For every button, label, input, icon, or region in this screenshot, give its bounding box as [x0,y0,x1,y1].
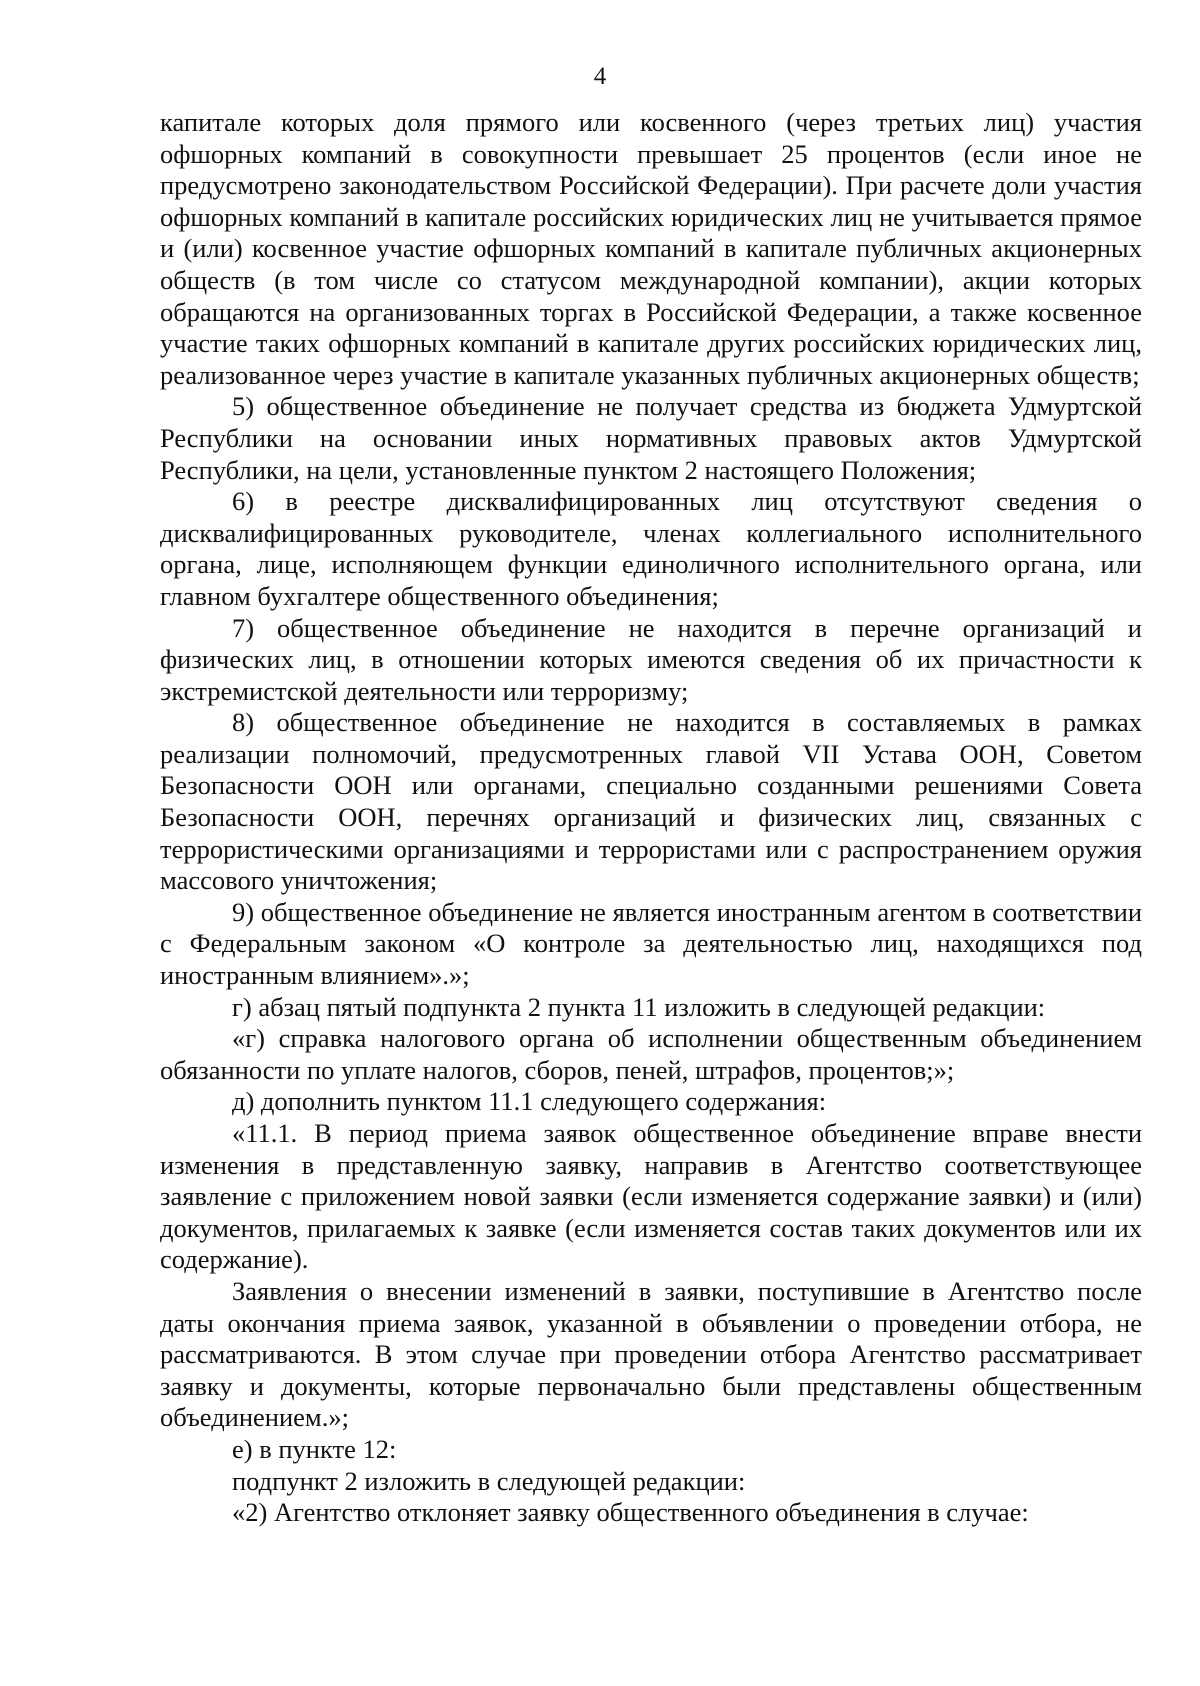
paragraph-item-6: 6) в реестре дисквалифицированных лиц отсутствуют сведения о дисквалифицированных руководителе, членах коллегиального исполнительного органа, лице, исполняющем функции единоличного исполнительного органа, или главном бухгалтере общественного объединения; [160,486,1142,611]
paragraph-subitem-e: е) в пункте 12: [232,1433,397,1464]
paragraph-subitem-d: д) дополнить пунктом 11.1 следующего содержания: [232,1086,827,1117]
paragraph-quote-g: «г) справка налогового органа об исполнении общественным объединением обязанности по уплате налогов, сборов, пеней, штрафов, процентов;»; [160,1023,1142,1085]
paragraph-continuation: капитале которых доля прямого или косвенного (через третьих лиц) участия офшорных компаний в совокупности превышает 25 процентов (если иное не предусмотрено законодательством Российской Федерации). При расчете доли участия офшорных компаний в капитале российских юридических лиц не учитывается прямое и (или) косвенное участие офшорных компаний в капитале публичных акционерных обществ (в том числе со статусом международной компании), акции которых обращаются на организованных торгах в Российской Федерации, а также косвенное участие таких офшорных компаний в капитале других российских юридических лиц, реализованное через участие в капитале указанных публичных акционерных обществ; [160,107,1142,390]
paragraph-clause-11-1: «11.1. В период приема заявок общественное объединение вправе внести изменения в представленную заявку, направив в Агентство соответствующее заявление с приложением новой заявки (если изменяется содержание заявки) и (или) документов, прилагаемых к заявке (если изменяется состав таких документов или их содержание). [160,1118,1142,1275]
page-number: 4 [593,63,607,90]
paragraph-item-9: 9) общественное объединение не является иностранным агентом в соответствии с Федеральным законом «О контроле за деятельностью лиц, находящихся под иностранным влиянием».»; [160,896,1142,991]
document-body [160,107,1142,1529]
paragraph-item-8: 8) общественное объединение не находится в составляемых в рамках реализации полномочий, предусмотренных главой VII Устава ООН, Советом Безопасности ООН или органами, специально созданными решениями Совета Безопасности ООН, перечнях организаций и физических лиц, связанных с террористическими организациями и террористами или с распространением оружия массового уничтожения; [160,707,1142,896]
paragraph-quote-2: «2) Агентство отклоняет заявку общественного объединения в случае: [232,1497,1029,1528]
paragraph-item-7: 7) общественное объединение не находится в перечне организаций и физических лиц, в отношении которых имеются сведения об их причастности к экстремистской деятельности или терроризму; [160,612,1142,706]
paragraph-subpoint-2: подпункт 2 изложить в следующей редакции: [232,1465,746,1496]
paragraph-item-5: 5) общественное объединение не получает средства из бюджета Удмуртской Республики на основании иных нормативных правовых актов Удмуртской Республики, на цели, установленные пунктом 2 настоящего Положения; [160,391,1142,485]
paragraph-subitem-g: г) абзац пятый подпункта 2 пункта 11 изложить в следующей редакции: [232,991,1046,1022]
paragraph-applications-changes: Заявления о внесении изменений в заявки, поступившие в Агентство после даты окончания приема заявок, указанной в объявлении о проведении отбора, не рассматриваются. В этом случае при проведении отбора Агентство рассматривает заявку и документы, которые первоначально были представлены общественным объединением.»; [160,1275,1142,1433]
